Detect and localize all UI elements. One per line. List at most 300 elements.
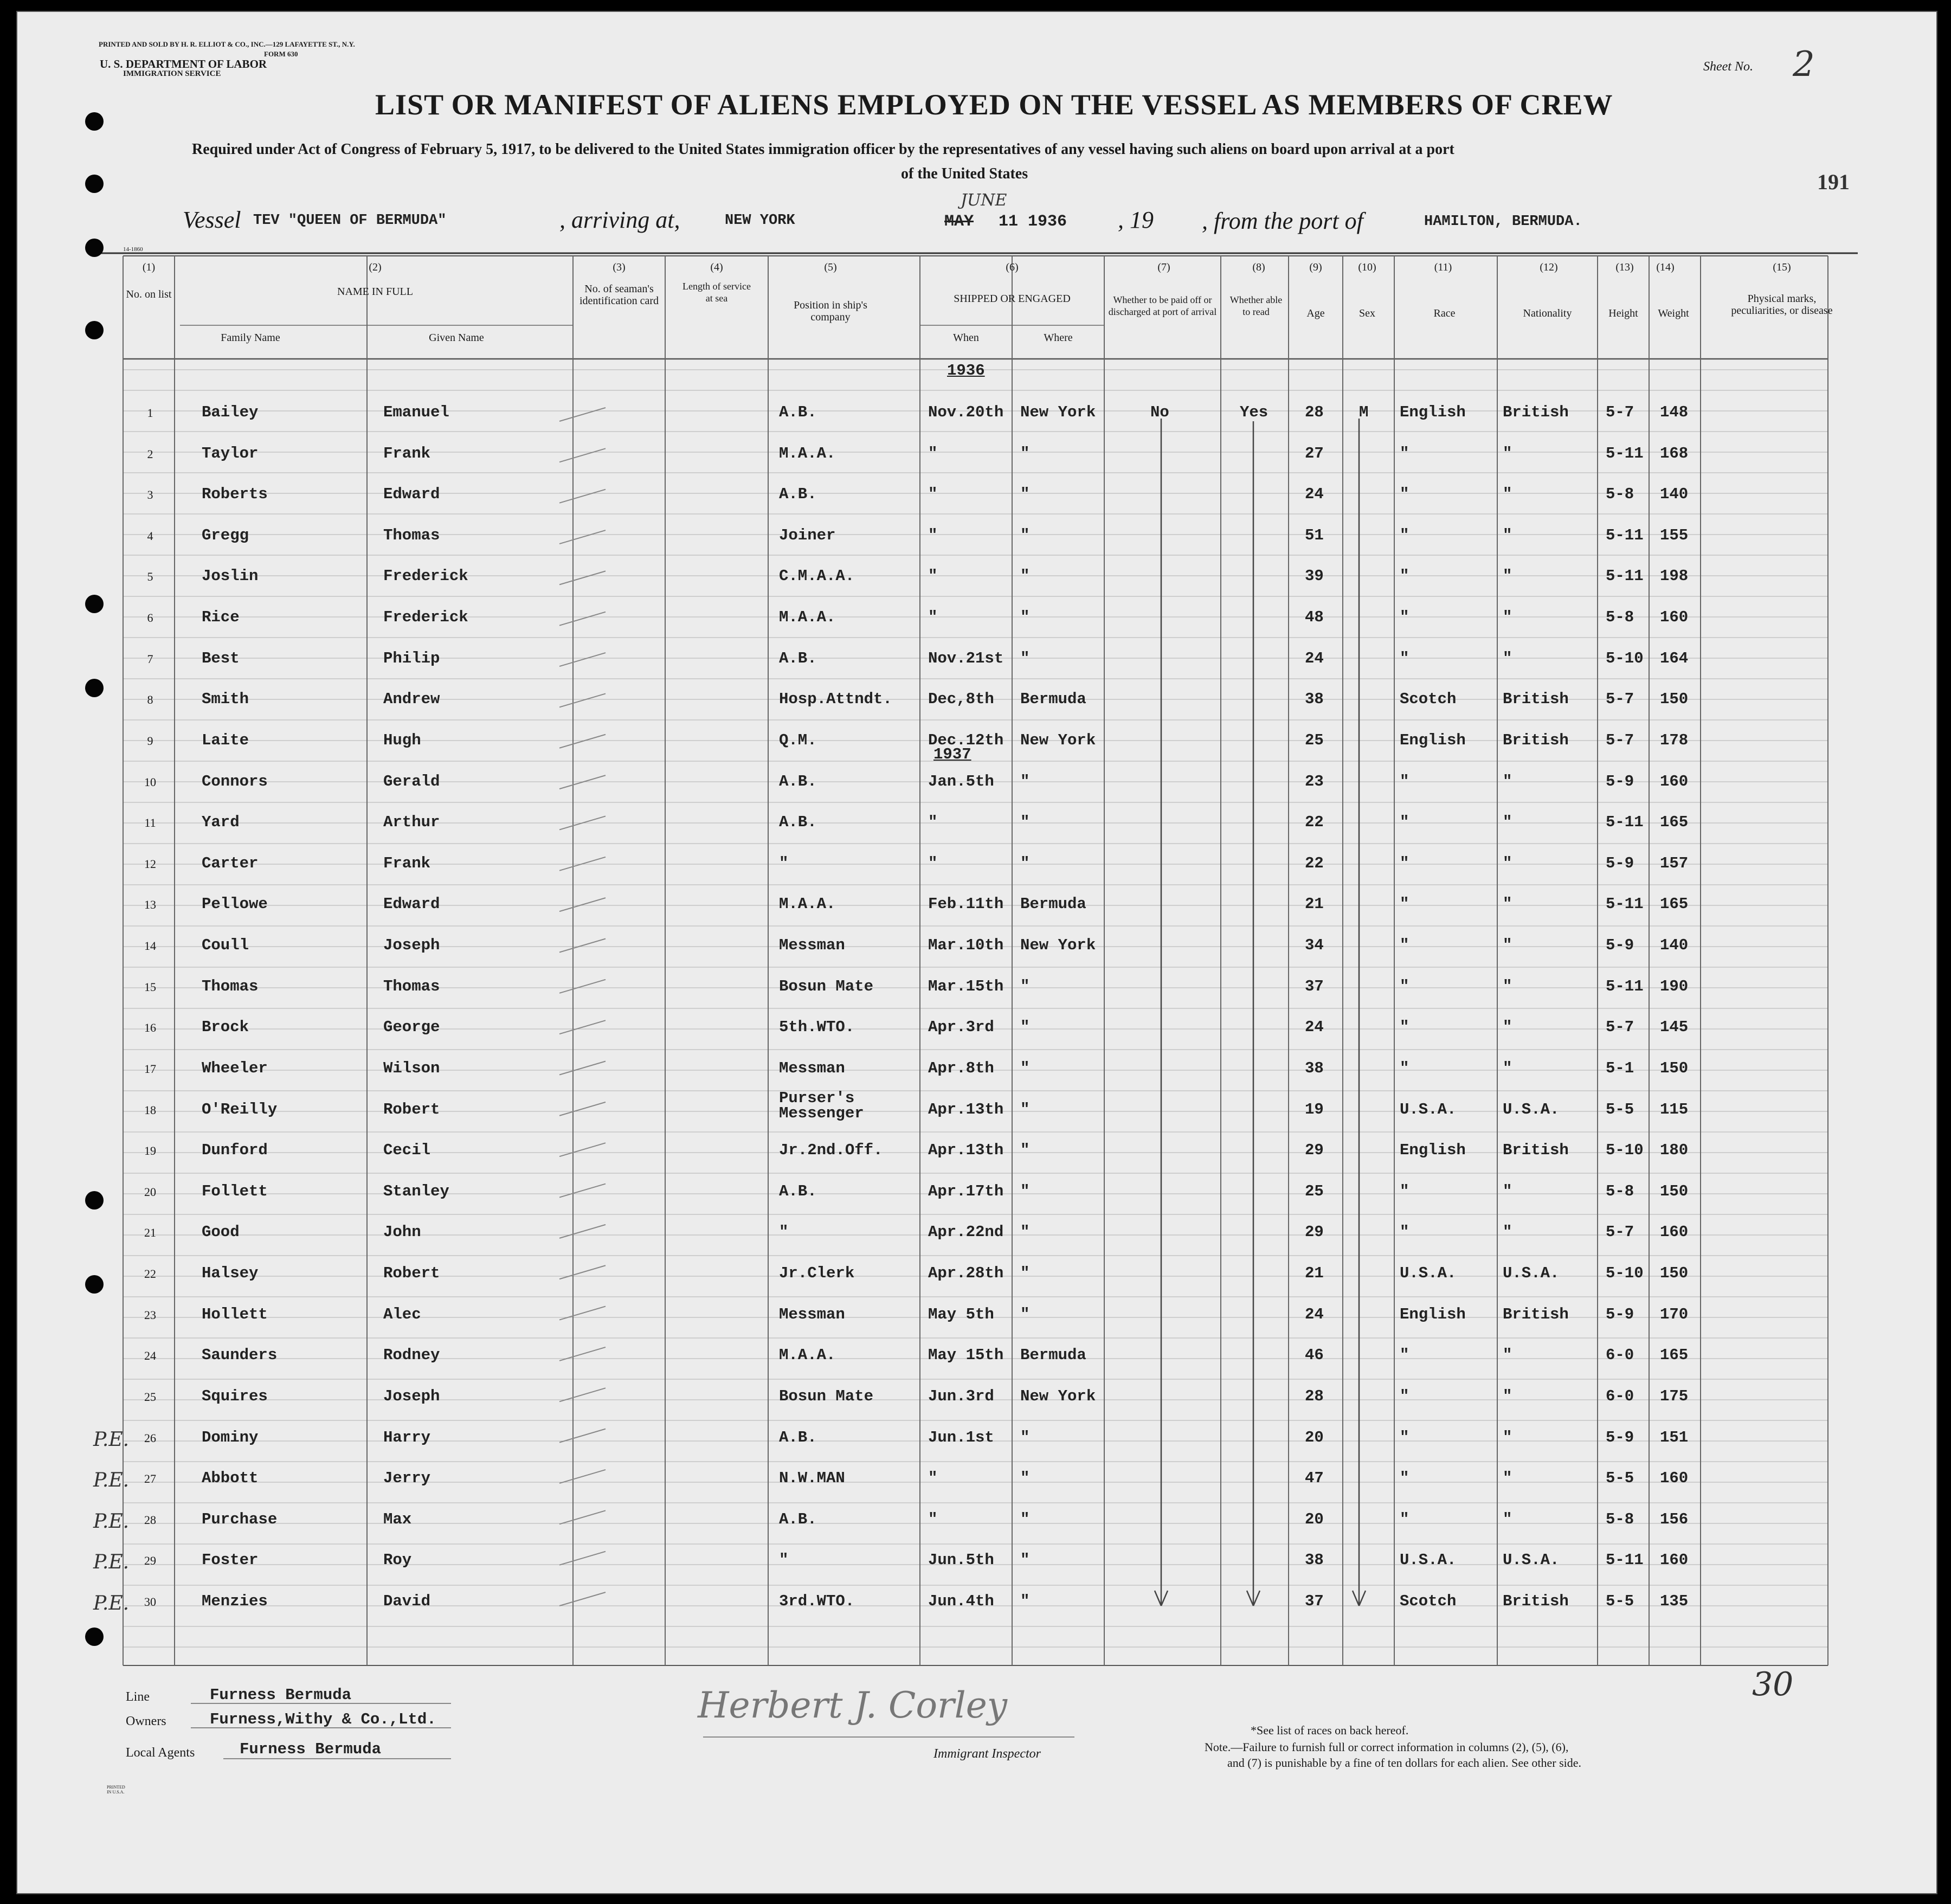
arrival-port: NEW YORK — [725, 213, 795, 229]
weight: 150 — [1660, 690, 1689, 709]
weight: 155 — [1660, 526, 1689, 544]
height: 5-10 — [1606, 1264, 1644, 1283]
grid-line — [559, 938, 606, 952]
height: 5-9 — [1606, 772, 1634, 790]
weight: 150 — [1660, 1182, 1689, 1200]
engaged-where: " — [1020, 977, 1030, 995]
engaged-where: " — [1020, 1305, 1030, 1323]
margin-note: P.E. — [93, 1428, 130, 1451]
row-number: 11 — [144, 816, 156, 830]
engaged-where: " — [1020, 649, 1030, 667]
position: A.B. — [779, 403, 817, 421]
grid-line — [559, 898, 606, 911]
given-name: Wilson — [383, 1059, 440, 1077]
position: Purser's Messenger — [779, 1089, 864, 1122]
engaged-where: " — [1020, 1592, 1030, 1610]
height: 5-10 — [1606, 1141, 1644, 1160]
age: 28 — [1305, 1387, 1324, 1405]
height: 5-8 — [1606, 1182, 1634, 1200]
vessel-name: TEV "QUEEN OF BERMUDA" — [253, 213, 447, 229]
given-name: Thomas — [383, 526, 440, 544]
race: " — [1400, 485, 1409, 504]
weight: 151 — [1660, 1428, 1689, 1446]
position: A.B. — [779, 813, 817, 832]
nationality: " — [1503, 1346, 1512, 1365]
position: Messman — [779, 1305, 845, 1323]
family-name: Squires — [202, 1387, 268, 1405]
date-struck-month: MAY — [944, 213, 974, 231]
engaged-when: Jun.5th — [928, 1551, 994, 1569]
engaged-when: " — [928, 608, 938, 627]
family-name: Joslin — [202, 567, 259, 586]
position: 5th.WTO. — [779, 1018, 855, 1037]
inspector-signature: Herbert J. Corley — [698, 1684, 1008, 1726]
age: 22 — [1305, 854, 1324, 872]
engaged-where: " — [1020, 1510, 1030, 1528]
engaged-when: Jan.5th — [928, 772, 994, 790]
given-name: David — [383, 1592, 431, 1610]
weight: 140 — [1660, 936, 1689, 955]
col-number: (10) — [1358, 261, 1376, 273]
nationality: U.S.A. — [1503, 1100, 1560, 1118]
age: 38 — [1305, 1551, 1324, 1569]
grid-line — [1161, 1591, 1168, 1606]
nationality: " — [1503, 1018, 1512, 1037]
header-given-name: Given Name — [429, 332, 484, 344]
weight: 160 — [1660, 608, 1689, 627]
height: 6-0 — [1606, 1346, 1634, 1365]
position: C.M.A.A. — [779, 567, 855, 586]
position: M.A.A. — [779, 444, 836, 462]
engaged-where: " — [1020, 567, 1030, 586]
nationality: British — [1503, 731, 1569, 749]
given-name: Roy — [383, 1551, 412, 1569]
family-name: Saunders — [202, 1346, 278, 1365]
engaged-when: " — [928, 485, 938, 504]
given-name: Frank — [383, 854, 431, 872]
grid-line — [559, 735, 606, 748]
age: 29 — [1305, 1141, 1324, 1160]
col-number: (2) — [369, 261, 382, 273]
sex: M — [1359, 403, 1369, 421]
owners-label: Owners — [126, 1714, 166, 1728]
header-shipped-engaged: SHIPPED OR ENGAGED — [954, 293, 1071, 305]
grid-line — [559, 1429, 606, 1443]
weight: 140 — [1660, 485, 1689, 504]
col-number: (5) — [824, 261, 837, 273]
position: Jr.Clerk — [779, 1264, 855, 1283]
col-number: (6) — [1006, 261, 1019, 273]
age: 24 — [1305, 1305, 1324, 1323]
family-name: Bailey — [202, 403, 259, 421]
height: 5-11 — [1606, 977, 1644, 995]
race: " — [1400, 608, 1409, 627]
from-port-label: , from the port of — [1202, 208, 1363, 234]
header-paid-off: Whether to be paid off or discharged at port of arrival — [1108, 294, 1217, 317]
position: Messman — [779, 936, 845, 955]
weight: 150 — [1660, 1264, 1689, 1283]
row-number: 10 — [144, 775, 156, 789]
height: 5-11 — [1606, 895, 1644, 914]
age: 47 — [1305, 1469, 1324, 1488]
race: English — [1400, 731, 1466, 749]
engaged-when: May 5th — [928, 1305, 994, 1323]
header-length-service: Length of service at sea — [682, 281, 751, 304]
engaged-when: " — [928, 567, 938, 586]
stamp-number: 191 — [1817, 170, 1850, 194]
nationality: British — [1503, 1592, 1569, 1610]
weight: 165 — [1660, 895, 1689, 914]
weight: 180 — [1660, 1141, 1689, 1160]
header-able-read: Whether able to read — [1229, 294, 1283, 317]
row-number: 17 — [144, 1062, 156, 1076]
race: Scotch — [1400, 1592, 1457, 1610]
binder-hole — [85, 175, 104, 193]
binder-hole — [85, 679, 104, 697]
subtitle-line-1: Required under Act of Congress of February 5, 1917, to be delivered to the United States immigration officer by the representatives of any vessel having such aliens on board upon arrival at a port — [192, 141, 1454, 158]
row-number: 16 — [144, 1021, 156, 1035]
grid-line — [559, 490, 606, 503]
agents-value: Furness Bermuda — [240, 1740, 382, 1758]
race: " — [1400, 1469, 1409, 1488]
weight: 156 — [1660, 1510, 1689, 1528]
agents-label: Local Agents — [126, 1746, 195, 1760]
date-correction: JUNE — [961, 191, 1007, 210]
age: 20 — [1305, 1510, 1324, 1528]
grid-line — [559, 980, 606, 993]
header-family-name: Family Name — [221, 332, 280, 344]
nationality: British — [1503, 690, 1569, 709]
grid-line — [1253, 1591, 1260, 1606]
engaged-when: " — [928, 444, 938, 462]
weight: 160 — [1660, 772, 1689, 790]
age: 19 — [1305, 1100, 1324, 1118]
age: 25 — [1305, 731, 1324, 749]
grid-line — [559, 530, 606, 544]
nationality: " — [1503, 608, 1512, 627]
height: 5-9 — [1606, 936, 1634, 955]
year-note: 1936 — [947, 362, 985, 379]
arriving-label: , arriving at, — [559, 207, 680, 233]
race: U.S.A. — [1400, 1551, 1457, 1569]
engaged-when: Apr.13th — [928, 1141, 1004, 1160]
header-name-in-full: NAME IN FULL — [337, 286, 413, 298]
family-name: Follett — [202, 1182, 268, 1200]
height: 5-8 — [1606, 608, 1634, 627]
grid-line — [559, 571, 606, 584]
height: 5-7 — [1606, 403, 1634, 421]
engaged-where: New York — [1020, 936, 1096, 955]
age: 20 — [1305, 1428, 1324, 1446]
binder-hole — [85, 239, 104, 257]
position: Q.M. — [779, 731, 817, 749]
header-race: Race — [1433, 307, 1456, 319]
position: 3rd.WTO. — [779, 1592, 855, 1610]
binder-hole — [85, 112, 104, 131]
race: English — [1400, 403, 1466, 421]
header-age: Age — [1306, 307, 1325, 319]
family-name: O'Reilly — [202, 1100, 278, 1118]
service-label: IMMIGRATION SERVICE — [123, 69, 221, 78]
engaged-when: Apr.13th — [928, 1100, 1004, 1118]
given-name: Joseph — [383, 1387, 440, 1405]
age: 24 — [1305, 485, 1324, 504]
race: " — [1400, 813, 1409, 832]
position: N.W.MAN — [779, 1469, 845, 1488]
department-label: U. S. DEPARTMENT OF LABOR — [100, 57, 267, 70]
header-when: When — [953, 332, 979, 344]
grid-line — [559, 1102, 606, 1116]
row-number: 1 — [147, 406, 153, 420]
row-number: 20 — [144, 1185, 156, 1199]
engaged-when: Mar.15th — [928, 977, 1004, 995]
given-name: John — [383, 1223, 421, 1242]
grid-line — [559, 653, 606, 666]
weight: 160 — [1660, 1551, 1689, 1569]
engaged-when: Apr.28th — [928, 1264, 1004, 1283]
given-name: George — [383, 1018, 440, 1037]
weight: 160 — [1660, 1223, 1689, 1242]
nationality: " — [1503, 1428, 1512, 1446]
age: 29 — [1305, 1223, 1324, 1242]
document-title: LIST OR MANIFEST OF ALIENS EMPLOYED ON THE VESSEL AS MEMBERS OF CREW — [375, 88, 1613, 121]
nationality: " — [1503, 1510, 1512, 1528]
header-position: Position in ship's company — [794, 299, 867, 323]
engaged-when: " — [928, 813, 938, 832]
engaged-where: New York — [1020, 1387, 1096, 1405]
position: Bosun Mate — [779, 1387, 874, 1405]
position: M.A.A. — [779, 895, 836, 914]
engaged-when: Dec,8th — [928, 690, 994, 709]
family-name: Pellowe — [202, 895, 268, 914]
nationality: " — [1503, 567, 1512, 586]
weight: 164 — [1660, 649, 1689, 667]
given-name: Max — [383, 1510, 412, 1528]
row-number: 19 — [144, 1144, 156, 1158]
engaged-when: Apr.8th — [928, 1059, 994, 1077]
margin-note: P.E. — [93, 1551, 130, 1574]
printer-line: PRINTED AND SOLD BY H. R. ELLIOT & CO., INC.—129 LAFAYETTE ST., N.Y. — [99, 40, 355, 48]
nationality: " — [1503, 854, 1512, 872]
age: 38 — [1305, 690, 1324, 709]
height: 5-11 — [1606, 567, 1644, 586]
weight: 160 — [1660, 1469, 1689, 1488]
weight: 148 — [1660, 403, 1689, 421]
header-sex: Sex — [1359, 307, 1375, 319]
position: Bosun Mate — [779, 977, 874, 995]
engaged-where: Bermuda — [1020, 895, 1086, 914]
grid-line — [559, 693, 606, 707]
row-number: 2 — [147, 447, 153, 461]
nationality: " — [1503, 772, 1512, 790]
family-name: Abbott — [202, 1469, 259, 1488]
grid-line — [1247, 1591, 1253, 1606]
height: 5-8 — [1606, 485, 1634, 504]
nationality: " — [1503, 895, 1512, 914]
header-id-card: No. of seaman's identification card — [579, 283, 659, 307]
race: " — [1400, 895, 1409, 914]
given-name: Emanuel — [383, 403, 449, 421]
nationality: British — [1503, 1141, 1569, 1160]
age: 22 — [1305, 813, 1324, 832]
grid-line — [559, 1592, 606, 1606]
engaged-where: " — [1020, 1100, 1030, 1118]
engaged-when: Jun.3rd — [928, 1387, 994, 1405]
race: " — [1400, 854, 1409, 872]
engaged-where: Bermuda — [1020, 690, 1086, 709]
grid-line — [559, 1265, 606, 1279]
given-name: Frank — [383, 444, 431, 462]
grid-line — [1155, 1591, 1161, 1606]
height: 6-0 — [1606, 1387, 1634, 1405]
family-name: Wheeler — [202, 1059, 268, 1077]
grid-line — [559, 857, 606, 871]
given-name: Gerald — [383, 772, 440, 790]
height: 5-11 — [1606, 526, 1644, 544]
printed-mark: PRINTED IN U.S.A. — [107, 1785, 125, 1794]
header-nationality: Nationality — [1523, 307, 1572, 319]
height: 5-9 — [1606, 1428, 1634, 1446]
family-name: Smith — [202, 690, 249, 709]
nationality: " — [1503, 1059, 1512, 1077]
engaged-when: May 15th — [928, 1346, 1004, 1365]
engaged-where: " — [1020, 1059, 1030, 1077]
family-name: Dominy — [202, 1428, 259, 1446]
nationality: " — [1503, 813, 1512, 832]
engaged-when: " — [928, 1469, 938, 1488]
given-name: Arthur — [383, 813, 440, 832]
family-name: Yard — [202, 813, 240, 832]
race: " — [1400, 1510, 1409, 1528]
header-height: Height — [1608, 307, 1638, 319]
margin-note: P.E. — [93, 1469, 130, 1492]
given-name: Rodney — [383, 1346, 440, 1365]
given-name: Joseph — [383, 936, 440, 955]
race: English — [1400, 1141, 1466, 1160]
owners-value: Furness,Withy & Co.,Ltd. — [210, 1710, 436, 1728]
position: M.A.A. — [779, 1346, 836, 1365]
nationality: British — [1503, 403, 1569, 421]
arrival-date: 11 1936 — [999, 213, 1067, 231]
grid-line — [559, 1184, 606, 1198]
year-prefix: , 19 — [1118, 207, 1154, 233]
weight: 175 — [1660, 1387, 1689, 1405]
engaged-when: Jun.1st — [928, 1428, 994, 1446]
engaged-where: " — [1020, 1469, 1030, 1488]
weight: 150 — [1660, 1059, 1689, 1077]
age: 24 — [1305, 649, 1324, 667]
race: " — [1400, 977, 1409, 995]
weight: 178 — [1660, 731, 1689, 749]
engaged-where: " — [1020, 1018, 1030, 1037]
row-number: 27 — [144, 1472, 156, 1486]
row-number: 18 — [144, 1103, 156, 1117]
family-name: Best — [202, 649, 240, 667]
weight: 157 — [1660, 854, 1689, 872]
family-name: Brock — [202, 1018, 249, 1037]
given-name: Edward — [383, 485, 440, 504]
weight: 135 — [1660, 1592, 1689, 1610]
engaged-where: " — [1020, 526, 1030, 544]
nationality: " — [1503, 1182, 1512, 1200]
header-physical-marks: Physical marks, peculiarities, or disease — [1731, 293, 1833, 317]
engaged-when: " — [928, 854, 938, 872]
engaged-when: Apr.3rd — [928, 1018, 994, 1037]
given-name: Edward — [383, 895, 440, 914]
age: 51 — [1305, 526, 1324, 544]
nationality: " — [1503, 936, 1512, 955]
height: 5-11 — [1606, 444, 1644, 462]
family-name: Hollett — [202, 1305, 268, 1323]
engaged-where: New York — [1020, 403, 1096, 421]
age: 38 — [1305, 1059, 1324, 1077]
grid-line — [559, 1225, 606, 1238]
row-number: 22 — [144, 1267, 156, 1281]
race: " — [1400, 1346, 1409, 1365]
race: " — [1400, 936, 1409, 955]
engaged-when: " — [928, 1510, 938, 1528]
given-name: Frederick — [383, 608, 468, 627]
form-code: 14-1860 — [123, 246, 143, 253]
penalty-note-2: and (7) is punishable by a fine of ten dollars for each alien. See other side. — [1227, 1756, 1582, 1770]
engaged-where: " — [1020, 1182, 1030, 1200]
engaged-when: Jun.4th — [928, 1592, 994, 1610]
given-name: Hugh — [383, 731, 421, 749]
family-name: Purchase — [202, 1510, 278, 1528]
col-number: (9) — [1309, 261, 1322, 273]
engaged-when: Apr.22nd — [928, 1223, 1004, 1242]
row-number: 12 — [144, 857, 156, 871]
position: A.B. — [779, 772, 817, 790]
height: 5-5 — [1606, 1592, 1634, 1610]
inspector-label: Immigrant Inspector — [933, 1747, 1041, 1761]
family-name: Gregg — [202, 526, 249, 544]
race: U.S.A. — [1400, 1264, 1457, 1283]
engaged-where: " — [1020, 854, 1030, 872]
race: " — [1400, 1387, 1409, 1405]
departure-port: HAMILTON, BERMUDA. — [1424, 214, 1582, 230]
height: 5-7 — [1606, 690, 1634, 709]
binder-hole — [85, 595, 104, 613]
family-name: Menzies — [202, 1592, 268, 1610]
race: English — [1400, 1305, 1466, 1323]
race: Scotch — [1400, 690, 1457, 709]
col-number: (3) — [613, 261, 626, 273]
race: " — [1400, 444, 1409, 462]
manifest-sheet — [16, 11, 1937, 1894]
position: Hosp.Attndt. — [779, 690, 892, 709]
grid-line — [559, 448, 606, 462]
given-name: Andrew — [383, 690, 440, 709]
grid-line — [1353, 1591, 1359, 1606]
nationality: U.S.A. — [1503, 1551, 1560, 1569]
age: 46 — [1305, 1346, 1324, 1365]
binder-hole — [85, 321, 104, 339]
family-name: Taylor — [202, 444, 259, 462]
height: 5-11 — [1606, 1551, 1644, 1569]
header-where: Where — [1044, 332, 1073, 344]
position: " — [779, 854, 789, 872]
engaged-where: " — [1020, 1551, 1030, 1569]
age: 25 — [1305, 1182, 1324, 1200]
family-name: Coull — [202, 936, 249, 955]
row-number: 7 — [147, 652, 153, 666]
binder-hole — [85, 1628, 104, 1646]
subtitle-line-2: of the United States — [901, 165, 1028, 182]
engaged-where: " — [1020, 772, 1030, 790]
line-value: Furness Bermuda — [210, 1686, 352, 1704]
age: 24 — [1305, 1018, 1324, 1037]
